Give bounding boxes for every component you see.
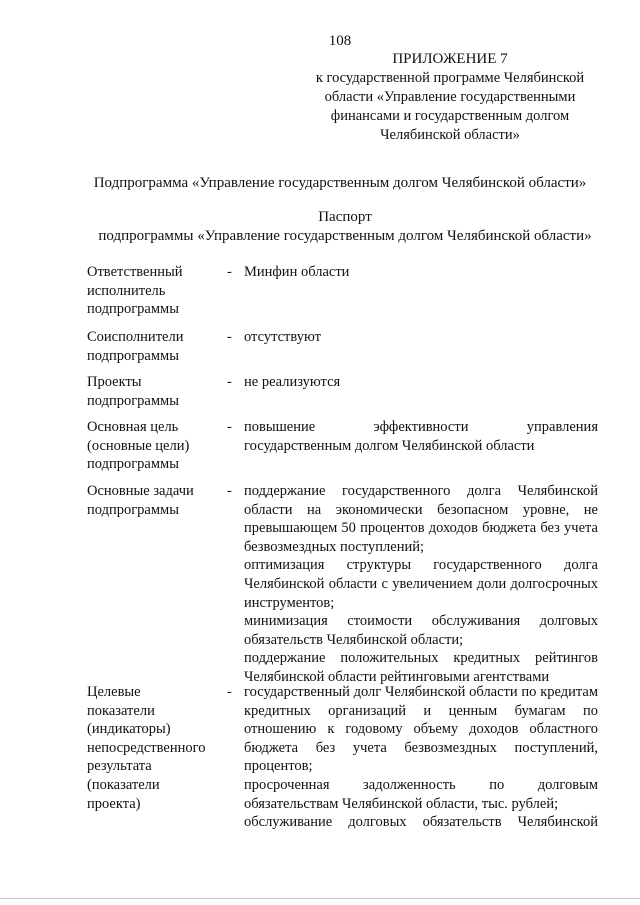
passport-heading [0, 208, 640, 246]
appendix-line: к государственной программе Челябинской [315, 70, 585, 86]
appendix-line: финансами и государственным долгом [330, 108, 570, 124]
label-line: проекта) [87, 795, 141, 812]
label-line: (индикаторы) [87, 721, 171, 738]
row-label [87, 482, 222, 519]
row-dash: - [227, 684, 232, 700]
value-paragraph: не реализуются [244, 374, 341, 390]
row-value [244, 683, 598, 832]
label-line: подпрограммы [87, 392, 179, 409]
appendix-heading: ПРИЛОЖЕНИЕ 7 [392, 51, 508, 67]
row-value [244, 263, 598, 282]
passport-subtitle: подпрограммы «Управление государственным долгом Челябинской области» [98, 228, 592, 244]
row-value [244, 328, 598, 347]
subprogram-title: Подпрограмма «Управление государственным долгом Челябинской области» [93, 175, 587, 191]
row-dash: - [227, 264, 232, 280]
value-paragraph: поддержание государственного долга Челябинской области на экономически безопасном уровне, не превышающем 50 процентов доходов бюджета без учета безвозмездных поступлений; [244, 483, 598, 555]
label-line: Ответственный [87, 264, 183, 280]
label-line: (показатели [87, 776, 160, 793]
label-line: подпрограммы [87, 347, 179, 364]
row-dash: - [227, 374, 232, 390]
value-paragraph: обслуживание долговых обязательств Челябинской [244, 814, 598, 831]
row-value [244, 418, 598, 455]
row-dash: - [227, 329, 232, 345]
label-line: Основные задачи [87, 483, 194, 499]
label-line: исполнитель [87, 282, 166, 299]
row-label [87, 263, 222, 319]
label-line: показатели [87, 702, 155, 719]
label-line: Проекты [87, 374, 142, 390]
label-line: (основные цели) [87, 437, 190, 454]
row-label [87, 328, 222, 365]
value-paragraph: оптимизация структуры государственного долга Челябинской области с увеличением доли долгосрочных инструментов; [244, 557, 598, 611]
appendix-line: Челябинской области» [380, 127, 520, 143]
label-line: Основная цель [87, 419, 179, 435]
passport-title: Паспорт [318, 209, 372, 225]
value-paragraph: повышение эффективности управления государственным долгом Челябинской области [244, 419, 598, 454]
appendix-line: области «Управление государственными [324, 89, 576, 105]
label-line: подпрограммы [87, 456, 179, 473]
value-paragraph: поддержание положительных кредитных рейтингов Челябинской области рейтинговыми агентствами [244, 650, 598, 685]
label-line: Соисполнители [87, 329, 184, 345]
value-paragraph: Минфин области [244, 264, 350, 280]
label-line: непосредственного [87, 739, 206, 756]
label-line: подпрограммы [87, 501, 179, 518]
page-number: 108 [328, 33, 352, 49]
row-value [244, 373, 598, 392]
row-dash: - [227, 419, 232, 435]
value-paragraph: минимизация стоимости обслуживания долговых обязательств Челябинской области; [244, 613, 598, 648]
value-paragraph: отсутствуют [244, 329, 321, 345]
label-line: Целевые [87, 684, 141, 700]
value-paragraph: просроченная задолженность по долговым обязательствам Челябинской области, тыс. рублей; [244, 776, 598, 812]
row-label [87, 373, 222, 410]
label-line: результата [87, 758, 152, 775]
label-line: подпрограммы [87, 301, 179, 318]
value-paragraph: государственный долг Челябинской области по кредитам кредитных организаций и ценным бумагам по отношению к годовому объему доходов областного бюджета без учета безвозмездных поступлений, процентов; [244, 684, 598, 775]
row-label [87, 683, 222, 813]
row-label [87, 418, 222, 474]
row-dash: - [227, 483, 232, 499]
page-bottom-edge [0, 898, 640, 899]
row-value [244, 482, 598, 687]
appendix-header [300, 50, 600, 145]
